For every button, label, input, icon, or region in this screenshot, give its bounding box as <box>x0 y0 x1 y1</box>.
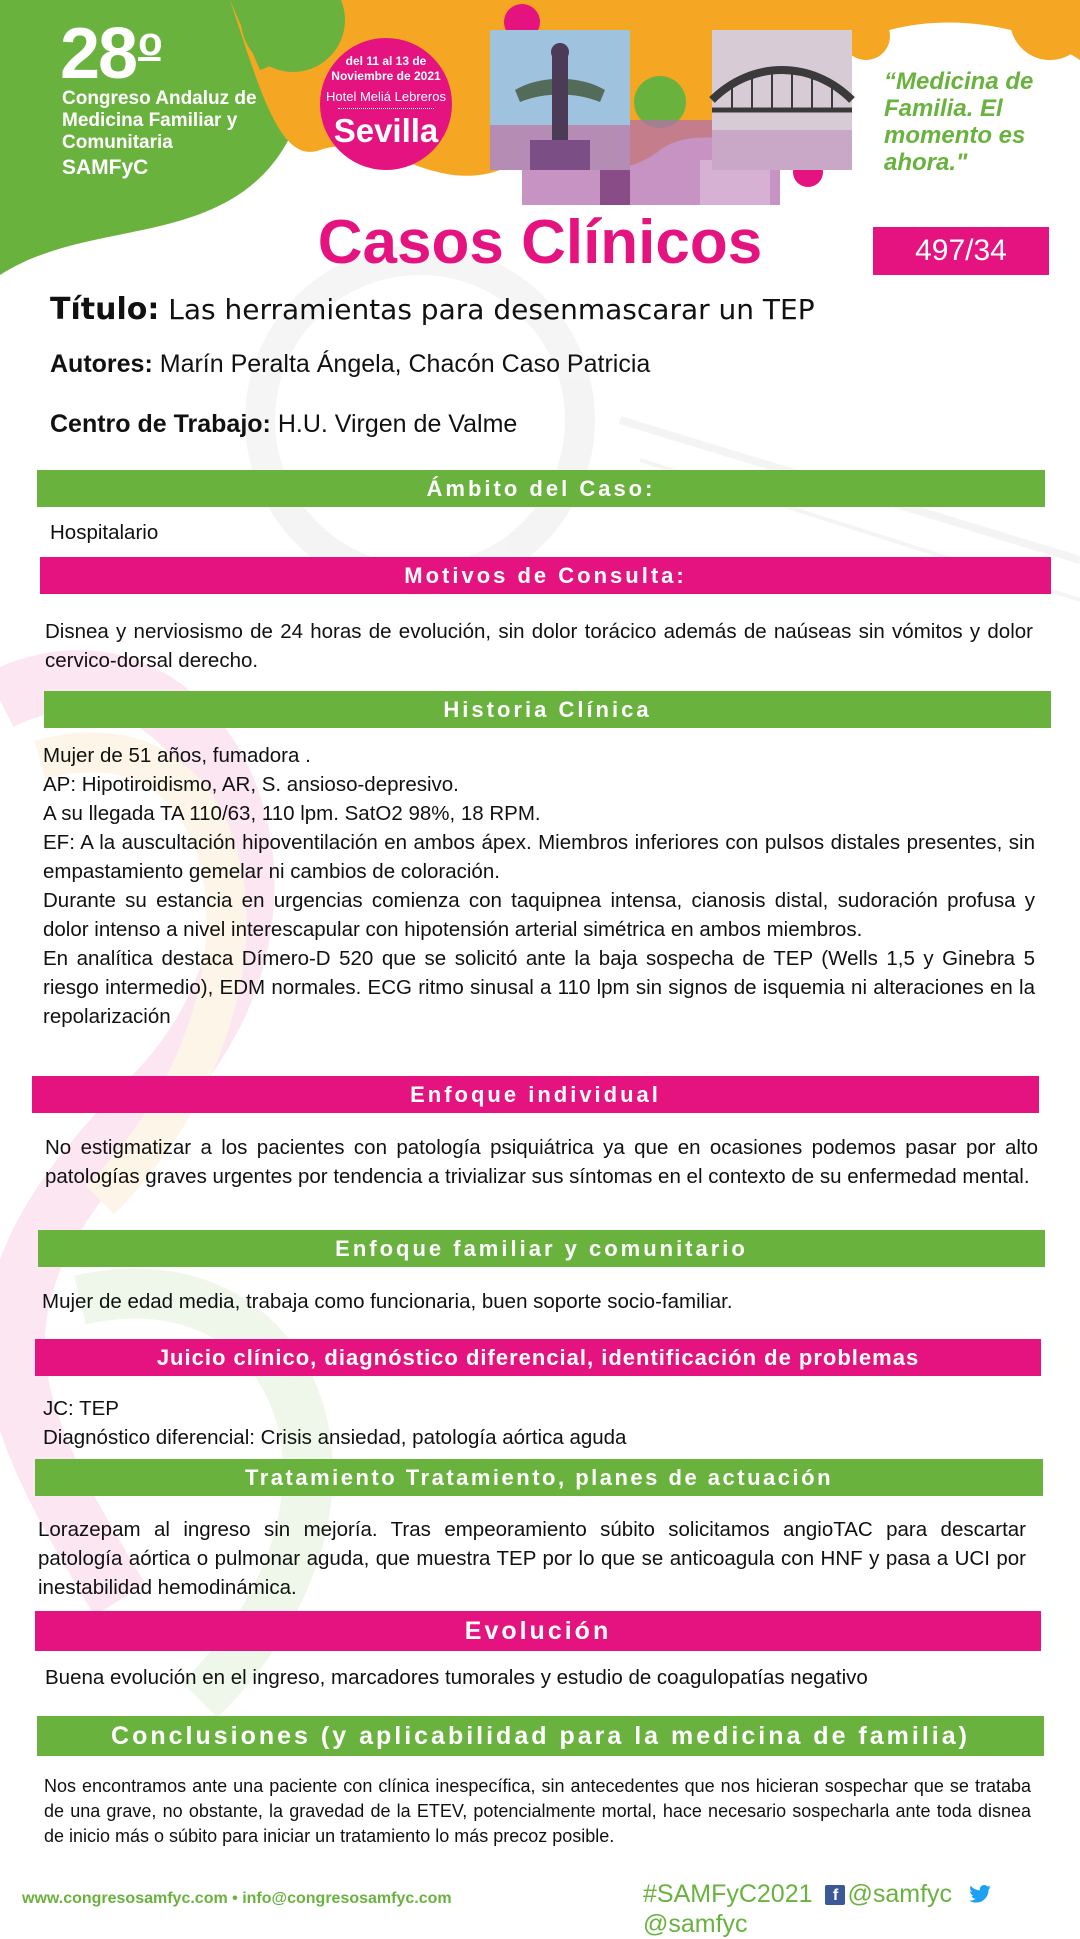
case-title-label: Título: <box>50 292 160 327</box>
historia-line: Mujer de 51 años, fumadora . <box>43 744 311 767</box>
historia-line: Durante su estancia en urgencias comienza con taquipnea intensa, cianosis distal, sudoración profusa y dolor intenso a nivel interescapular con hipotensión arterial simétrica en ambos miembros. <box>43 889 1035 941</box>
historia-line: En analítica destaca Dímero-D 520 que se solicitó ante la baja sospecha de TEP (Wells 1,5 y Ginebra 5 riesgo intermedio), EDM normales. ECG ritmo sinusal a 110 lpm sin signos de isquemia ni alteraciones en la repolarización <box>43 947 1035 1028</box>
case-number-badge: 497/34 <box>873 227 1049 275</box>
date-line-2: Noviembre de 2021 <box>331 69 441 83</box>
historia-line: AP: Hipotiroidismo, AR, S. ansioso-depresivo. <box>43 773 459 796</box>
authors-label: Autores: <box>50 350 153 378</box>
date-line-1: del 11 al 13 de <box>345 54 427 68</box>
section-heading-enfoque-familiar: Enfoque familiar y comunitario <box>38 1230 1045 1267</box>
historia-line: A su llegada TA 110/63, 110 lpm. SatO2 98%, 18 RPM. <box>43 802 541 825</box>
footer-social <box>643 1880 1080 1939</box>
footer-facebook-handle: @samfyc <box>847 1880 953 1908</box>
slogan: “Medicina de Familia. El momento es ahora." <box>884 68 1034 176</box>
section-text-historia <box>43 741 1035 1031</box>
section-heading-juicio: Juicio clínico, diagnóstico diferencial, identificación de problemas <box>35 1339 1041 1376</box>
footer-twitter-handle: @samfyc <box>643 1909 748 1938</box>
case-title <box>50 292 815 327</box>
section-text-conclusiones: Nos encontramos ante una paciente con clínica inespecífica, sin antecedentes que nos hicieran sospechar que se trataba de una grave, no obstante, la gravedad de la ETEV, potencialmente mortal, hace necesario sospecharla ante toda disnea de inicio más o súbito para iniciar un tratamiento lo más precoz posible. <box>44 1776 1031 1846</box>
city: Sevilla <box>333 112 439 149</box>
work-center-value: H.U. Virgen de Valme <box>277 410 518 438</box>
section-text-enfoque-individual: No estigmatizar a los pacientes con patología psiquiátrica ya que en ocasiones podemos pasar por alto patologías graves urgentes por tendencia a trivializar sus síntomas en el contexto de su enfermedad mental. <box>45 1136 1038 1188</box>
work-center <box>50 410 517 439</box>
bridge-photo <box>712 30 852 170</box>
section-text-juicio <box>43 1394 1033 1452</box>
authors <box>50 350 650 379</box>
section-heading-conclusiones: Conclusiones (y aplicabilidad para la medicina de familia) <box>37 1716 1044 1756</box>
section-heading-enfoque-individual: Enfoque individual <box>32 1076 1039 1113</box>
juicio-line: Diagnóstico diferencial: Crisis ansiedad, patología aórtica aguda <box>43 1426 627 1449</box>
section-text-tratamiento: Lorazepam al ingreso sin mejoría. Tras empeoramiento súbito solicitamos angioTAC para descartar patología aórtica o pulmonar aguda, que muestra TEP por lo que se anticoagula con HNF y pasa a UCI por inestabilidad hemodinámica. <box>38 1518 1026 1599</box>
section-heading-ambito: Ámbito del Caso: <box>37 470 1045 507</box>
section-text-motivos: Disnea y nerviosismo de 24 horas de evolución, sin dolor torácico además de naúseas sin vómitos y dolor cervico-dorsal derecho. <box>45 620 1033 672</box>
section-heading-tratamiento: Tratamiento Tratamiento, planes de actuación <box>35 1459 1043 1496</box>
section-text-enfoque-familiar: Mujer de edad media, trabaja como funcionaria, buen soporte socio-familiar. <box>42 1290 733 1313</box>
footer-contact: www.congresosamfyc.com • info@congresosamfyc.com <box>22 1890 452 1907</box>
divider <box>338 108 434 109</box>
case-title-value: Las herramientas para desenmascarar un TEP <box>168 293 815 326</box>
date-badge <box>320 38 452 170</box>
venue: Hotel Meliá Lebreros <box>326 89 446 104</box>
congress-name: Congreso Andaluz de Medicina Familiar y Comunitaria <box>62 88 257 153</box>
edition-number: 28$^o$ <box>60 14 161 94</box>
poster-title: Casos Clínicos <box>317 208 763 277</box>
section-text-ambito: Hospitalario <box>50 521 159 544</box>
section-heading-motivos: Motivos de Consulta: <box>40 557 1051 594</box>
work-center-label: Centro de Trabajo: <box>50 410 271 438</box>
twitter-icon <box>969 1881 991 1910</box>
juicio-line: JC: TEP <box>43 1397 119 1420</box>
footer-hashtag: #SAMFyC2021 <box>643 1880 813 1908</box>
statue-photo <box>490 30 630 170</box>
facebook-icon: f <box>825 1885 845 1905</box>
historia-line: EF: A la auscultación hipoventilación en ambos ápex. Miembros inferiores con pulsos distales presentes, sin empastamiento gemelar ni cambios de coloración. <box>43 831 1035 883</box>
section-heading-evolucion: Evolución <box>35 1611 1041 1651</box>
section-text-evolucion: Buena evolución en el ingreso, marcadores tumorales y estudio de coagulopatías negativo <box>45 1666 868 1689</box>
authors-value: Marín Peralta Ángela, Chacón Caso Patricia <box>159 350 651 378</box>
section-heading-historia: Historia Clínica <box>44 691 1051 728</box>
organizer-name: SAMFyC <box>62 156 149 179</box>
